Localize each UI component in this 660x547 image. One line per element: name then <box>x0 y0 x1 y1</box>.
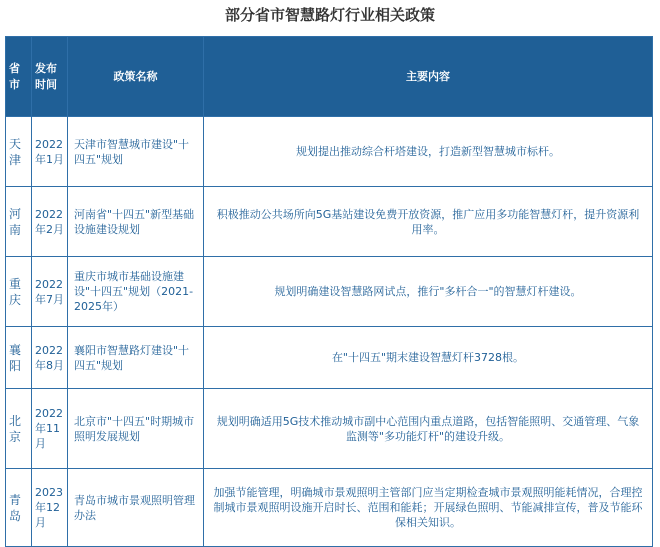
policy-name-cell: 天津市智慧城市建设"十四五"规划 <box>68 117 204 187</box>
content-cell: 规划明确建设智慧路网试点，推行"多杆合一"的智慧灯杆建设。 <box>204 257 653 327</box>
policy-name-cell: 襄阳市智慧路灯建设"十四五"规划 <box>68 327 204 389</box>
header-main-content: 主要内容 <box>204 37 653 117</box>
content-cell: 加强节能管理，明确城市景观照明主管部门应当定期检查城市景观照明能耗情况，合理控制城市景观照明设施开启时长、范围和能耗；开展绿色照明、节能减排宣传，普及节能环保相关知识。 <box>204 469 653 547</box>
content-cell: 积极推动公共场所向5G基站建设免费开放资源，推广应用多功能智慧灯杆，提升资源利用率。 <box>204 187 653 257</box>
header-date: 发布时间 <box>32 37 68 117</box>
province-cell: 天津 <box>6 117 32 187</box>
header-row <box>6 37 653 117</box>
policy-name-cell: 青岛市城市景观照明管理办法 <box>68 469 204 547</box>
table-row <box>6 117 653 187</box>
header-province: 省市 <box>6 37 32 117</box>
content-cell: 规划明确适用5G技术推动城市副中心范围内重点道路，包括智能照明、交通管理、气象监测等"多功能灯杆"的建设升级。 <box>204 389 653 469</box>
table-row <box>6 389 653 469</box>
date-cell: 2023年12月 <box>32 469 68 547</box>
province-cell: 青岛 <box>6 469 32 547</box>
date-cell: 2022年8月 <box>32 327 68 389</box>
policy-name-cell: 北京市"十四五"时期城市照明发展规划 <box>68 389 204 469</box>
date-cell: 2022年7月 <box>32 257 68 327</box>
province-cell: 北京 <box>6 389 32 469</box>
table-row <box>6 327 653 389</box>
policy-table <box>5 36 653 547</box>
table-row <box>6 257 653 327</box>
date-cell: 2022年11月 <box>32 389 68 469</box>
table-row <box>6 469 653 547</box>
policy-name-cell: 重庆市城市基础设施建设"十四五"规划（2021-2025年） <box>68 257 204 327</box>
province-cell: 河南 <box>6 187 32 257</box>
content-cell: 在"十四五"期末建设智慧灯杆3728根。 <box>204 327 653 389</box>
content-cell: 规划提出推动综合杆塔建设，打造新型智慧城市标杆。 <box>204 117 653 187</box>
header-policy-name: 政策名称 <box>68 37 204 117</box>
table-row <box>6 187 653 257</box>
date-cell: 2022年1月 <box>32 117 68 187</box>
page-title: 部分省市智慧路灯行业相关政策 <box>224 6 435 24</box>
province-cell: 襄阳 <box>6 327 32 389</box>
date-cell: 2022年2月 <box>32 187 68 257</box>
province-cell: 重庆 <box>6 257 32 327</box>
policy-name-cell: 河南省"十四五"新型基础设施建设规划 <box>68 187 204 257</box>
